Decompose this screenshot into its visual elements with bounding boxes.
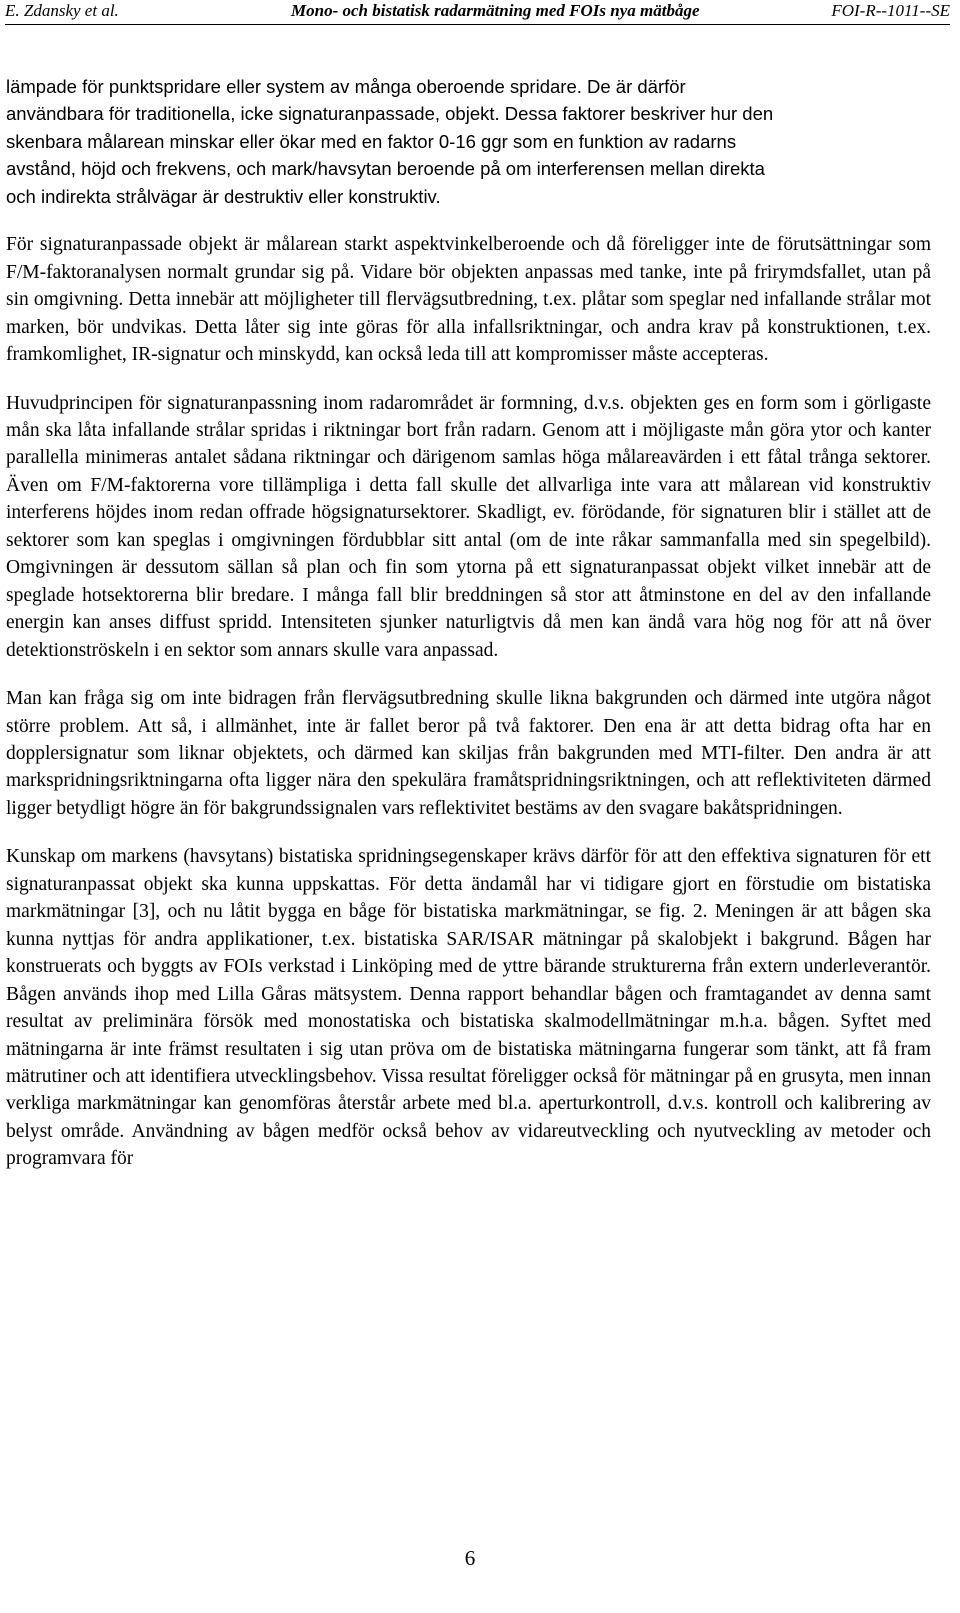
header-authors: E. Zdansky et al. (5, 1, 119, 20)
paragraph-4: Man kan fråga sig om inte bidragen från flervägsutbredning skulle likna bakgrunden och därmed inte utgöra något större problem. Att så, i allmänhet, inte är fallet beror på två faktorer. Den ena är att detta bidrag ofta har en dopplersignatur som liknar objektets, och därmed kan skiljas från bakgrunden med MTI-filter. Den andra är att markspridningsriktningarna ofta ligger nära den spekulära framåtspridningsriktningen, och att reflektiviteten därmed ligger betydligt högre än för bakgrundssignalen vars reflektivitet bestäms av den svagare bakåtspridningen. (6, 688, 931, 819)
paragraph-2: För signaturanpassade objekt är målarean starkt aspektvinkelberoende och då föreligger inte de förutsättningar som F/M-faktoranalysen normalt grundar sig på. Vidare bör objekten anpassas med tanke, inte på frirymdsfallet, utan på sin omgivning. Detta innebär att möjligheter till flervägsutbredning, t.ex. plåtar som speglar ned infallande strålar mot marken, bör undvikas. Detta låter sig inte göras för alla infallsriktningar, och andra krav på konstruktionen, t.ex. framkomlighet, IR-signatur och minskydd, kan också leda till att kompromisser måste accepteras. (6, 234, 931, 366)
paragraph-1-line: lämpade för punktspridare eller system av många oberoende spridare. De är därför (6, 76, 686, 97)
header-title: Mono- och bistatisk radarmätning med FOIs nya mätbåge (291, 1, 700, 20)
running-header (5, 0, 950, 26)
paragraph-1-line: avstånd, höjd och frekvens, och mark/havsytan beroende på om interferensen mellan direkta (6, 158, 765, 180)
page-number: 6 (464, 1546, 476, 1570)
paragraph-3: Huvudprincipen för signaturanpassning inom radarområdet är formning, d.v.s. objekten ges en form som i görligaste mån ska låta infallande strålar spridas i riktningar bort från radarn. Genom att i möjligaste mån göra ytor och kanter parallella minimeras antalet sådana riktningar och därigenom samlas höga målareavärden i ett fåtal trånga sektorer. Även om F/M-faktorerna vore tillämpliga i detta fall skulle det allvarliga inte vara att målarean vid konstruktiv interferens höjdes inom redan offrade högsignatursektorer. Skadligt, ev. förödande, för signaturen blir i stället att de sektorer som kan speglas i omgivningen fördubblar sitt antal (om de inte råkar sammanfalla med sin spegelbild). Omgivningen är dessutom sällan så plan och fin som ytorna på ett signaturanpassat objekt vilket innebär att de speglade hotsektorerna blir bredare. I många fall blir breddningen så stor att åtminstone en del av den infallande energin kan anses diffust spridd. Intensiteten sjunker naturligtvis då men kan ändå vara hög nog för att nå över detektionströskeln i en sektor som annars skulle vara anpassad. (6, 392, 931, 661)
paragraph-1-line: användbara för traditionella, icke signaturanpassade, objekt. Dessa faktorer beskriver hur den (6, 103, 774, 125)
header-rule (5, 24, 950, 25)
paragraph-1-line: och indirekta strålvägar är destruktiv eller konstruktiv. (6, 185, 441, 207)
body-text (6, 73, 931, 1194)
paragraph-1-line: skenbara målarean minskar eller ökar med en faktor 0-16 ggr som en funktion av radarns (6, 130, 737, 152)
paragraph-1 (6, 73, 931, 210)
paragraph-5: Kunskap om markens (havsytans) bistatiska spridningsegenskaper krävs därför för att den effektiva signaturen för ett signaturanpassat objekt ska kunna uppskattas. För detta ändamål har vi tidigare gjort en förstudie om bistatiska markmätningar [3], och nu låtit bygga en båge för bistatiska markmätningar, se fig. 2. Meningen är att bågen ska kunna nyttjas för andra applikationer, t.ex. bistatiska SAR/ISAR mätningar på skalobjekt i bakgrund. Bågen har konstruerats och byggts av FOIs verkstad i Linköping med de yttre bärande strukturerna från extern underleverantör. Bågen används ihop med Lilla Gåras mätsystem. Denna rapport behandlar bågen och framtagandet av denna samt resultat av preliminära försök med monostatiska och bistatiska skalmodellmätningar m.h.a. bågen. Syftet med mätningarna är inte främst resultaten i sig utan pröva om de bistatiska mätningarna fungerar som tänkt, att få fram mätrutiner och att identifiera utvecklingsbehov. Vissa resultat föreligger också för mätningar på en grusyta, men innan verkliga markmätningar kan genomföras återstår arbete med bl.a. aperturkontroll, d.v.s. kontroll och kalibrering av belyst område. Användning av bågen medför också behov av vidareutveckling och nyutveckling av metoder och programvara för (6, 846, 931, 1170)
header-report-id: FOI-R--1011--SE (831, 1, 950, 20)
